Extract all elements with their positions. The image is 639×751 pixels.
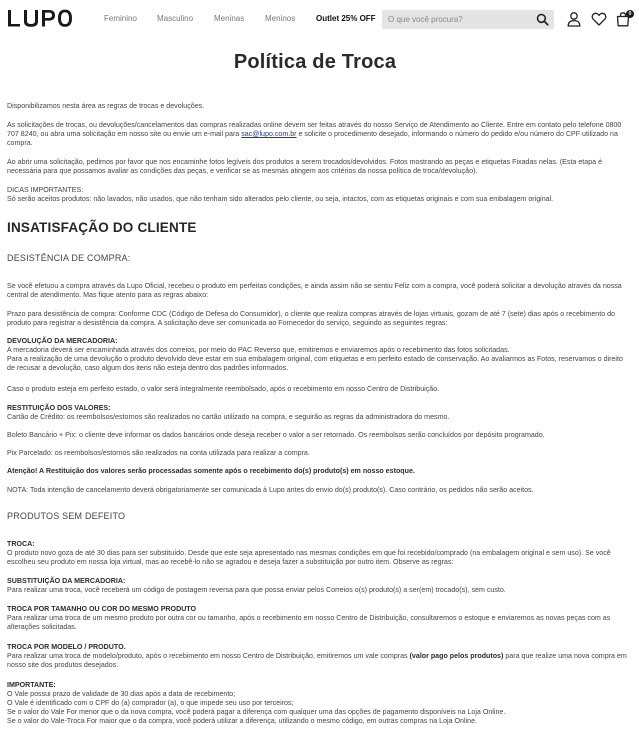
dicas-text: Só serão aceitos produtos: não lavados, não usados, que não tenham sido alterados pelo cliente, ou seja, intactos, com as etiquetas originais e com sua embalagem original. (7, 195, 554, 204)
restituicao-boleto: Boleto Bancário + Pix: o cliente deve informar os dados bancários onde deseja receber o valor a ser retornado. Os reembolsos serão concluídos por depósito programado. (7, 431, 545, 439)
nav-outlet[interactable]: Outlet 25% OFF (316, 14, 376, 23)
restituicao-cartao: Cartão de Crédito: os reembolsos/estornos são realizados no cartão utilizado na compra, e seguirão as regras da administradora do mesmo. (7, 413, 450, 422)
heart-icon[interactable] (591, 11, 607, 27)
devolucao-title: DEVOLUÇÃO DA MERCADORIA: (7, 337, 118, 345)
nav-masculino[interactable]: Masculino (157, 14, 194, 23)
atencao-note: Atenção! A Restituição dos valores serão processadas somente após o recebimento do(s) produto(s) em nosso estoque. (7, 467, 415, 475)
tamanho-block (7, 605, 630, 632)
user-icon[interactable] (566, 11, 582, 27)
contact-paragraph: As solicitações de trocas, ou devoluções/cancelamentos das compras realizadas online devem ser feitas através do nosso Serviço de Atendimento ao Cliente. Entre em contato pelo telefone 0800 707 8240, ou abra uma solicitação em nosso site ou envie um e-mail para sac@lupo.com.br e solicite o procedimento desejado, informando o número do pedido e/ou número do CPF utilizado na compra. (7, 121, 622, 148)
prazo-paragraph: Prazo para desistência de compra: Conforme CDC (Código de Defesa do Consumidor), o cliente que realiza compras através de lojas virtuais, gozam de até 7 (sete) dias após o recebimento do produto para registrar a desistência da compra. A solicitação deve ser comunicada ao Fornecedor do serviço, seguindo as seguintes regras: (7, 310, 616, 328)
search-box (382, 10, 554, 29)
lupo-logo[interactable] (7, 8, 73, 28)
nav-meninas[interactable]: Meninas (214, 14, 245, 23)
troca-text: O produto novo goza de até 30 dias para ser substituído. Desde que este seja apresentado nas mesmas condições em que foi recebido/comprado (na embalagem original e sem uso). Se você escolheu seu produto em nossa loja virtual, mas ao recebê-lo não se agradou e deseja fazer a substituição por outro item. Observe as regras: (7, 549, 611, 567)
modelo-title: TROCA POR MODELO / PRODUTO. (7, 643, 126, 651)
tamanho-text: Para realizar uma troca de um mesmo produto por outra cor ou tamanho, após o recebimento em nosso Centro de Distribuição, consultaremos o estoque e enviaremos as novas peças com as alterações solicitadas. (7, 614, 611, 632)
substituicao-title: SUBSTITUIÇÃO DA MERCADORIA: (7, 577, 126, 585)
main-nav (104, 14, 376, 23)
modelo-block (7, 643, 630, 670)
substituicao-text: Para realizar uma troca, você receberá um código de postagem reversa para que possa enviar pelos Correios o(s) produto(s) a ser(em) trocado(s), sem custo. (7, 586, 506, 595)
restituicao-pix: Pix Parcelado: os reembolsos/estornos são realizados na conta utilizada para realizar a compra. (7, 449, 310, 457)
importante-title: IMPORTANTE: (7, 681, 56, 689)
restituicao-block (7, 404, 630, 422)
tamanho-title: TROCA POR TAMANHO OU COR DO MESMO PRODUTO (7, 605, 197, 613)
subtitle-produtos-sem-defeito: PRODUTOS SEM DEFEITO (7, 511, 126, 521)
dicas-title: DICAS IMPORTANTES: (7, 186, 84, 194)
devolucao-block (7, 337, 630, 373)
dicas-block (7, 186, 630, 204)
search-input[interactable] (388, 13, 528, 26)
importante-line-2: O Vale é identificado com o CPF do (a) comprador (a), o que impede seu uso por terceiros; (7, 699, 294, 708)
importante-line-1: O Vale possui prazo de validade de 30 dias após a data de recebimento; (7, 690, 236, 699)
intro-paragraph: Disponibilizamos nesta área as regras de trocas e devoluções. (7, 102, 205, 110)
troca-block (7, 540, 630, 567)
modelo-text: Para realizar uma troca de modelo/produto, após o recebimento em nosso Centro de Distribuição, emitiremos um vale compras (valor pago pelos produtos) para que realize uma nova compra em nosso site dos produtos desejados. (7, 652, 627, 670)
nav-feminino[interactable]: Feminino (104, 14, 137, 23)
page-title: Política de Troca (233, 51, 397, 73)
substituicao-block (7, 577, 630, 595)
section-title-insatisfacao: INSATISFAÇÃO DO CLIENTE (7, 220, 197, 235)
importante-line-3: Se o valor do Vale For menor que o da nova compra, você poderá pagar a diferença com qualquer uma das opções de pagamento disponíveis na Loja Online. (7, 708, 506, 717)
devolucao-line-2: Para a realização de uma devolução o produto devolvido deve estar em sua embalagem original, com etiquetas e em perfeito estado de conservação. Ao avaliarmos as Fotos, reservamos o direito de recusar a devolução, caso algum dos itens não esteja dentro dos padrões informados. (7, 355, 623, 373)
restituicao-title: RESTITUIÇÃO DOS VALORES: (7, 404, 111, 412)
nota-paragraph: NOTA: Toda intenção de cancelamento deverá obrigatoriamente ser comunicada à Lupo antes do envio do(s) produto(s). Caso contrário, os pedidos não serão aceitos. (7, 486, 534, 494)
photos-paragraph: Ao abrir uma solicitação, pedimos por favor que nos encaminhe fotos legíveis dos produtos a serem trocados/devolvidos. Fotos mostrando as peças e etiquetas Fixadas nelas. (Esta etapa é necessária para que possamos avaliar as condições das peças, e verificar se as mesmas atingem aos critérios da nossa política de troca/devolução). (7, 158, 603, 176)
devolucao-line-1: A mercadoria deverá ser encaminhada através dos correios, por meio do PAC Reverso que, emitiremos e enviaremos após o recebimento das fotos solicitadas. (7, 346, 510, 355)
nav-meninos[interactable]: Meninos (265, 14, 296, 23)
cart-count-badge: 0 (626, 10, 634, 18)
site-header (0, 0, 639, 38)
reembolso-paragraph: Caso o produto esteja em perfeito estado, o valor será integralmente reembolsado, após o recebimento em nosso Centro de Distribuição. (7, 385, 440, 393)
importante-line-4: Se o valor do Vale-Troca For maior que o da compra, você poderá utilizar a diferença, utilizando o mesmo código, em outras compras na Loja Online. (7, 717, 478, 726)
subtitle-desistencia: DESISTÊNCIA DE COMPRA: (7, 253, 131, 263)
search-icon[interactable] (536, 13, 549, 26)
importante-block (7, 681, 630, 726)
sac-email-link[interactable]: sac@lupo.com.br (241, 130, 297, 139)
desistencia-paragraph: Se você efetuou a compra através da Lupo Oficial, recebeu o produto em perfeitas condições, e ainda assim não se sentiu Feliz com a compra, você poderá solicitar a devolução através da nossa central de atendimento. Mas fique atento para as regras abaixo: (7, 282, 622, 300)
troca-title: TROCA: (7, 540, 35, 548)
